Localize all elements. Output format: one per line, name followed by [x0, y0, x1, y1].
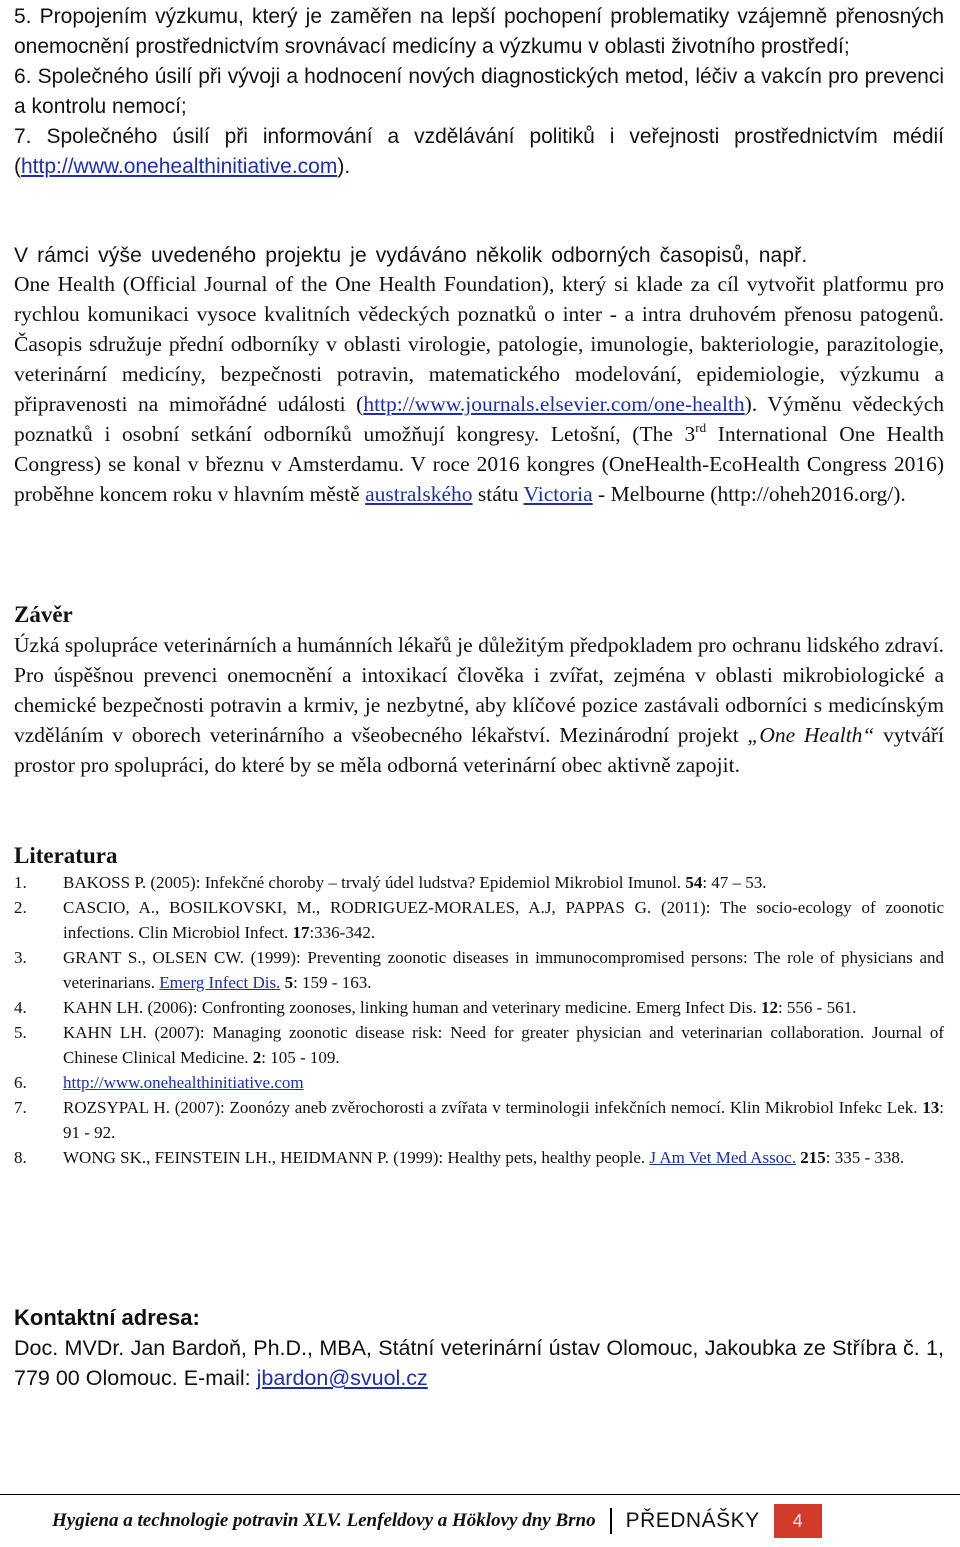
list-item-7: 7. Společného úsilí při informování a vzdělávání politiků i veřejnosti prostřednictvím médií (http://www.onehealthinitiative.com). — [14, 125, 944, 178]
reference-item: 5. KAHN LH. (2007): Managing zoonotic disease risk: Need for greater physician and veterinarian collaboration. Journal of Chinese Clinical Medicine. 2: 105 - 109. — [14, 1023, 944, 1067]
reference-item: 2. CASCIO, A., BOSILKOVSKI, M., RODRIGUEZ-MORALES, A.J, PAPPAS G. (2011): The socio-ecology of zoonotic infections. Clin Microbiol Infect. 17:336-342. — [14, 898, 944, 942]
one-health-quote: „One Health“ — [747, 723, 875, 747]
references-heading: Literatura — [14, 843, 118, 868]
reference-item: 4. KAHN LH. (2006): Confronting zoonoses, linking human and veterinary medicine. Emerg Infect Dis. 12: 556 - 561. — [14, 998, 857, 1017]
emerg-infect-dis-link[interactable]: Emerg Infect Dis. — [159, 973, 281, 992]
onehealth-link[interactable]: http://www.onehealthinitiative.com — [21, 155, 338, 178]
reference-item: 1. BAKOSS P. (2005): Infekčné choroby – trvalý údel ludstva? Epidemiol Mikrobiol Imunol. 54: 47 – 53. — [14, 873, 767, 892]
journals-paragraph: One Health (Official Journal of the One Health Foundation), který si klade za cíl vytvořit platformu pro rychlou komunikaci vysoce kvalitních vědeckých poznatků o inter - a intra druhovém přenosu patogenů. Časopis sdružuje přední odborníky v oblasti virologie, patologie, imunologie, bakteriologie, parazitologie, veterinární medicíny, bezpečnosti potravin, matematického modelování, epidemiologie, výzkumu a připravenosti na mimořádné události (http://www.journals.elsevier.com/one-health). Výměnu vědeckých poznatků i osobní setkání odborníků umožňují kongresy. Letošní, (The 3rd International One Health Congress) se konal v březnu v Amsterdamu. V roce 2016 kongres (OneHealth-EcoHealth Congress 2016) proběhne koncem roku v hlavním městě australského státu Victoria - Melbourne (http://oheh2016.org/). — [14, 272, 944, 506]
ordinal-sup: rd — [695, 420, 707, 435]
victoria-link[interactable]: Victoria — [523, 482, 593, 506]
reference-item: 7. ROZSYPAL H. (2007): Zoonózy aneb zvěrochorosti a zvířata v terminologii infekčních nemocí. Klin Mikrobiol Infekc Lek. 13: 91 - 92. — [14, 1098, 944, 1142]
objectives-list — [14, 2, 944, 182]
footer-section-label: PŘEDNÁŠKY — [625, 1509, 760, 1532]
onehealth-ref-link[interactable]: http://www.onehealthinitiative.com — [63, 1073, 304, 1092]
page-number-badge: 4 — [774, 1504, 822, 1538]
elsevier-link[interactable]: http://www.journals.elsevier.com/one-health — [363, 392, 745, 416]
journals-intro — [14, 241, 944, 271]
reference-item: 8. WONG SK., FEINSTEIN LH., HEIDMANN P. (1999): Healthy pets, healthy people. J Am Vet Med Assoc. 215: 335 - 338. — [14, 1148, 905, 1167]
footer-divider — [0, 1494, 960, 1495]
journals-intro-line: V rámci výše uvedeného projektu je vydáváno několik odborných časopisů, např. — [14, 244, 808, 267]
contact-text: Doc. MVDr. Jan Bardoň, Ph.D., MBA, Státní veterinární ústav Olomouc, Jakoubka ze Stříbra č. 1, 779 00 Olomouc. E-mail: jbardon@svuol.cz — [14, 1336, 944, 1390]
conclusion-heading: Závěr — [14, 602, 73, 627]
reference-list — [14, 870, 944, 1170]
reference-item: 6. http://www.onehealthinitiative.com — [14, 1073, 304, 1092]
australia-link[interactable]: australského — [365, 482, 473, 506]
conclusion-paragraph: Úzká spolupráce veterinárních a humánních lékařů je důležitým předpokladem pro ochranu lidského zdraví. Pro úspěšnou prevenci onemocnění a intoxikací člověka i zvířat, zejména v oblasti mikrobiologické a chemické bezpečnosti potravin a krmiv, je nezbytné, aby klíčové pozice zastávali odborníci s medicínským vzděláním v oborech veterinárního a všeobecného lékařství. Mezinárodní projekt „One Health“ vytváří prostor pro spolupráci, do které by se měla odborná veterinární obec aktivně zapojit. — [14, 633, 945, 777]
list-item-6: 6. Společného úsilí při vývoji a hodnocení nových diagnostických metod, léčiv a vakcín pro prevenci a kontrolu nemocí; — [14, 65, 944, 118]
email-link[interactable]: jbardon@svuol.cz — [256, 1366, 428, 1390]
page-footer — [52, 1506, 822, 1536]
footer-separator — [610, 1508, 612, 1534]
javma-link[interactable]: J Am Vet Med Assoc. — [649, 1148, 796, 1167]
contact-heading: Kontaktní adresa: — [14, 1305, 200, 1330]
reference-item: 3. GRANT S., OLSEN CW. (1999): Preventing zoonotic diseases in immunocompromised persons: The role of physicians and veterinarians. Emerg Infect Dis. 5: 159 - 163. — [14, 948, 944, 992]
footer-journal-title: Hygiena a technologie potravin XLV. Lenfeldovy a Höklovy dny Brno — [52, 1510, 596, 1531]
list-item-5: 5. Propojením výzkumu, který je zaměřen na lepší pochopení problematiky vzájemně přenosných onemocnění prostřednictvím srovnávací medicíny a výzkumu v oblasti životního prostředí; — [14, 5, 944, 58]
